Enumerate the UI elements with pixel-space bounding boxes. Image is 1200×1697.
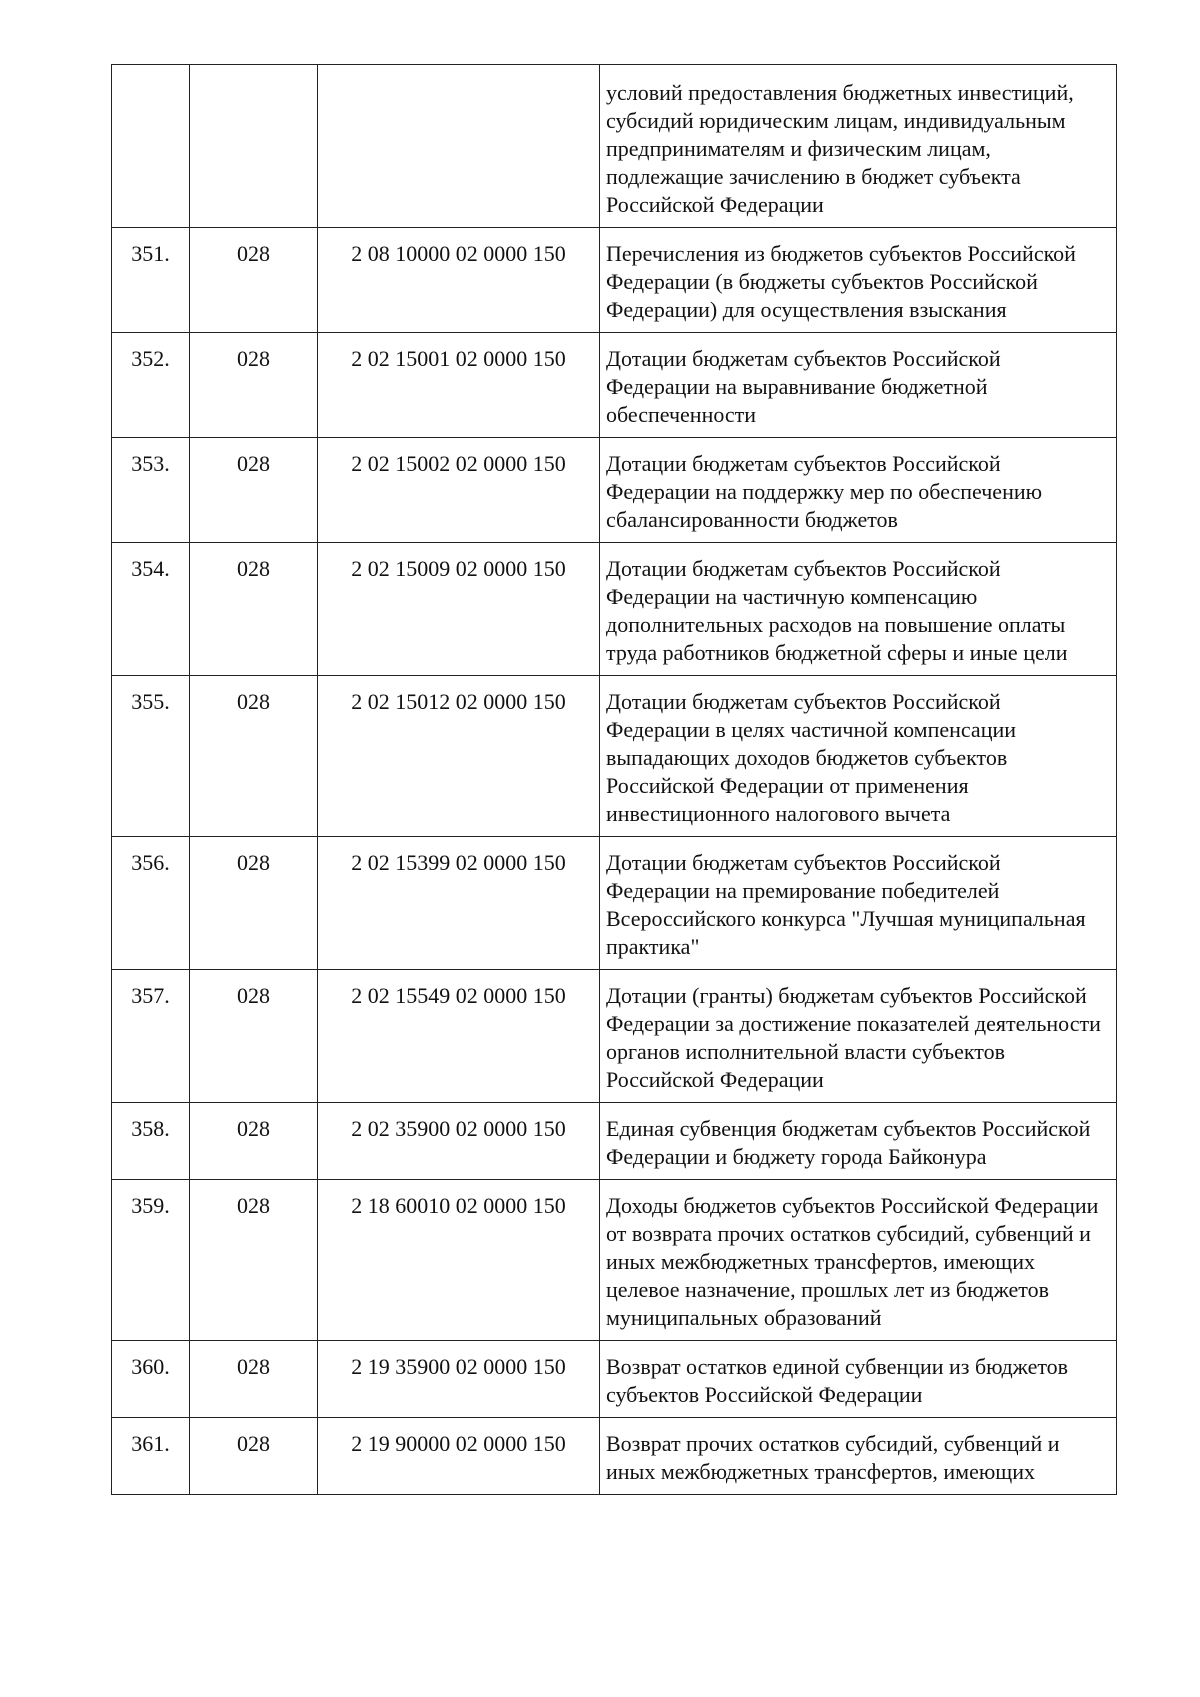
- admin-code-cell: 028: [190, 333, 318, 438]
- admin-code-cell: 028: [190, 970, 318, 1103]
- admin-code-cell: 028: [190, 837, 318, 970]
- description-cell: Дотации бюджетам субъектов Российской Федерации на частичную компенсацию дополнительных расходов на повышение оплаты труда работников бюджетной сферы и иные цели: [600, 543, 1117, 676]
- admin-code-cell: 028: [190, 676, 318, 837]
- table-row-351: [112, 228, 1117, 333]
- table-row-353: [112, 438, 1117, 543]
- description-cell: условий предоставления бюджетных инвестиций, субсидий юридическим лицам, индивидуальным предпринимателям и физическим лицам, подлежащие зачислению в бюджет субъекта Российской Федерации: [600, 65, 1117, 228]
- table-body: [112, 65, 1117, 1495]
- revenue-codes-table: [111, 64, 1117, 1495]
- description-cell: Доходы бюджетов субъектов Российской Федерации от возврата прочих остатков субсидий, субвенций и иных межбюджетных трансфертов, имеющих целевое назначение, прошлых лет из бюджетов муниципальных образований: [600, 1180, 1117, 1341]
- row-number-cell: 358.: [112, 1103, 190, 1180]
- row-number-cell: 357.: [112, 970, 190, 1103]
- table-row-354: [112, 543, 1117, 676]
- admin-code-cell: 028: [190, 1103, 318, 1180]
- admin-code-cell: 028: [190, 1341, 318, 1418]
- description-cell: Единая субвенция бюджетам субъектов Российской Федерации и бюджету города Байконура: [600, 1103, 1117, 1180]
- table-row-359: [112, 1180, 1117, 1341]
- description-cell: Дотации бюджетам субъектов Российской Федерации на выравнивание бюджетной обеспеченности: [600, 333, 1117, 438]
- budget-code-cell: 2 19 35900 02 0000 150: [318, 1341, 600, 1418]
- row-number-cell: 361.: [112, 1418, 190, 1495]
- table-row-356: [112, 837, 1117, 970]
- description-cell: Дотации бюджетам субъектов Российской Федерации на поддержку мер по обеспечению сбалансированности бюджетов: [600, 438, 1117, 543]
- budget-code-cell: 2 02 35900 02 0000 150: [318, 1103, 600, 1180]
- description-cell: Возврат прочих остатков субсидий, субвенций и иных межбюджетных трансфертов, имеющих: [600, 1418, 1117, 1495]
- table-row-357: [112, 970, 1117, 1103]
- table-row-continuation: [112, 65, 1117, 228]
- admin-code-cell: 028: [190, 543, 318, 676]
- budget-code-cell: 2 02 15399 02 0000 150: [318, 837, 600, 970]
- table-row-352: [112, 333, 1117, 438]
- budget-code-cell: 2 02 15009 02 0000 150: [318, 543, 600, 676]
- description-cell: Дотации бюджетам субъектов Российской Федерации на премирование победителей Всероссийского конкурса "Лучшая муниципальная практика": [600, 837, 1117, 970]
- row-number-cell: 353.: [112, 438, 190, 543]
- admin-code-cell: 028: [190, 228, 318, 333]
- budget-code-cell: 2 02 15549 02 0000 150: [318, 970, 600, 1103]
- budget-code-cell: 2 19 90000 02 0000 150: [318, 1418, 600, 1495]
- table-row-361: [112, 1418, 1117, 1495]
- description-cell: Перечисления из бюджетов субъектов Российской Федерации (в бюджеты субъектов Российской Федерации) для осуществления взыскания: [600, 228, 1117, 333]
- budget-code-cell: 2 18 60010 02 0000 150: [318, 1180, 600, 1341]
- table-row-358: [112, 1103, 1117, 1180]
- row-number-cell: 352.: [112, 333, 190, 438]
- row-number-cell: 355.: [112, 676, 190, 837]
- table-row-360: [112, 1341, 1117, 1418]
- description-cell: Возврат остатков единой субвенции из бюджетов субъектов Российской Федерации: [600, 1341, 1117, 1418]
- admin-code-cell: 028: [190, 1418, 318, 1495]
- description-cell: Дотации бюджетам субъектов Российской Федерации в целях частичной компенсации выпадающих доходов бюджетов субъектов Российской Федерации от применения инвестиционного налогового вычета: [600, 676, 1117, 837]
- budget-code-cell: 2 02 15001 02 0000 150: [318, 333, 600, 438]
- row-number-cell: 354.: [112, 543, 190, 676]
- admin-code-cell: [190, 65, 318, 228]
- admin-code-cell: 028: [190, 1180, 318, 1341]
- description-cell: Дотации (гранты) бюджетам субъектов Российской Федерации за достижение показателей деятельности органов исполнительной власти субъектов Российской Федерации: [600, 970, 1117, 1103]
- table-row-355: [112, 676, 1117, 837]
- row-number-cell: 360.: [112, 1341, 190, 1418]
- budget-code-cell: 2 08 10000 02 0000 150: [318, 228, 600, 333]
- budget-code-cell: 2 02 15012 02 0000 150: [318, 676, 600, 837]
- budget-code-cell: [318, 65, 600, 228]
- row-number-cell: [112, 65, 190, 228]
- budget-code-cell: 2 02 15002 02 0000 150: [318, 438, 600, 543]
- row-number-cell: 356.: [112, 837, 190, 970]
- admin-code-cell: 028: [190, 438, 318, 543]
- row-number-cell: 351.: [112, 228, 190, 333]
- row-number-cell: 359.: [112, 1180, 190, 1341]
